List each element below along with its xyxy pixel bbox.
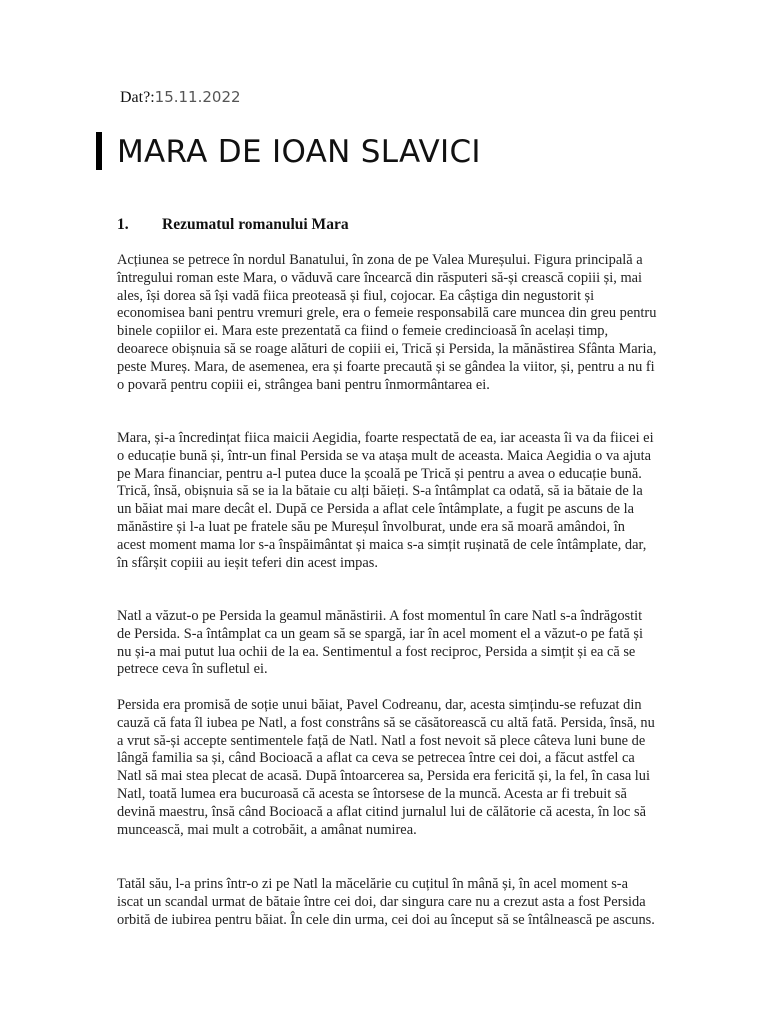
section-heading-text: Rezumatul romanului Mara [162, 216, 349, 233]
paragraph: Acțiunea se petrece în nordul Banatului, în zona de pe Valea Mureșului. Figura principală a întregului roman este Mara, o văduvă care încearcă din răsputeri să-și crească copiii și, mai ales, își dorea să își vadă fiica preoteasă și fiul, cojocar. Ea câștiga din negustorit și economisea bani pentru vremuri grele, era o femeie responsabilă care muncea din greu pentru binele copiilor ei. Mara este prezentată ca fiind o femeie credincioasă în același timp, deoarece obișnuia să se roage alături de copiii ei, Trică și Persida, la mănăstirea Sfânta Maria, peste Mureș. Mara, de asemenea, era și foarte precaută și se gândea la viitor, și, pentru a nu fi o povară pentru copiii ei, strângea bani pentru înmormântarea ei. [117, 252, 657, 393]
date-label: Dat?: [120, 89, 155, 106]
paragraph: Natl a văzut-o pe Persida la geamul mănăstirii. A fost momentul în care Natl s-a îndrăgostit de Persida. S-a întâmplat ca un geam să se spargă, iar în acel moment el a văzut-o pe fată și nu și-a mai putut lua ochii de la ea. Sentimentul a fost reciproc, Persida a simțit și ea că se petrece ceva în sufletul ei. [117, 608, 643, 678]
title-accent-bar [96, 132, 102, 170]
paragraph: Mara, și-a încredințat fiica maicii Aegidia, foarte respectată de ea, iar aceasta îi va da fiicei ei o educație bună și, într-un final Persida se va atașa mult de aceasta. Maica Aegidia o va ajuta pe Mara financiar, pentru a-l putea duce la școală pe Trică și pentru a avea o educație bună. Trică, însă, obișnuia să se ia la bătaie cu alți băieți. S-a întâmplat ca odată, să ia bătaie de la un băiat mai mare decât el. După ce Persida a aflat cele întâmplate, a fugit pe ascuns de la mănăstire și l-a luat pe fratele său pe Mureșul învolburat, unde era să moară amândoi, în acest moment mama lor s-a înspăimântat și maica s-a simțit rușinată de cele întâmplate, dar, în sfârșit copiii au ieșit teferi din acest impas. [117, 430, 654, 571]
paragraph: Persida era promisă de soție unui băiat, Pavel Codreanu, dar, acesta simțindu-se refuzat din cauză că fata îl iubea pe Natl, a fost constrâns să se căsătorească cu altă fată. Persida, însă, nu a vrut să-și accepte sentimentele față de Natl. Natl a fost nevoit să plece câteva luni bune de lângă familia sa și, când Bocioacă a aflat ca ceva se petrecea între cei doi, a făcut astfel ca Natl să mai stea plecat de acasă. După întoarcerea sa, Persida era fericită și, la fel, în casa lui Natl, toată lumea era bucuroasă că acesta se întorsese de la muncă. Acesta ar fi trebuit să devină maestru, însă când Bocioacă a aflat citind jurnalul lui de călătorie că acesta, în loc să muncească, mai mult a cotrobăit, a amânat numirea. [117, 697, 655, 838]
section-heading [117, 215, 349, 235]
date-line [120, 86, 241, 109]
section-number: 1. [117, 216, 129, 233]
paragraph: Tatăl său, l-a prins într-o zi pe Natl la măcelărie cu cuțitul în mână și, în acel moment s-a iscat un scandal urmat de bătaie între cei doi, dar singura care nu a crezut asta a fost Persida orbită de iubirea pentru băiat. În cele din urma, cei doi au început să se întâlnească pe ascuns. [117, 876, 655, 928]
document-title: MARA DE IOAN SLAVICI [117, 134, 481, 170]
date-value: 15.11.2022 [154, 88, 241, 106]
